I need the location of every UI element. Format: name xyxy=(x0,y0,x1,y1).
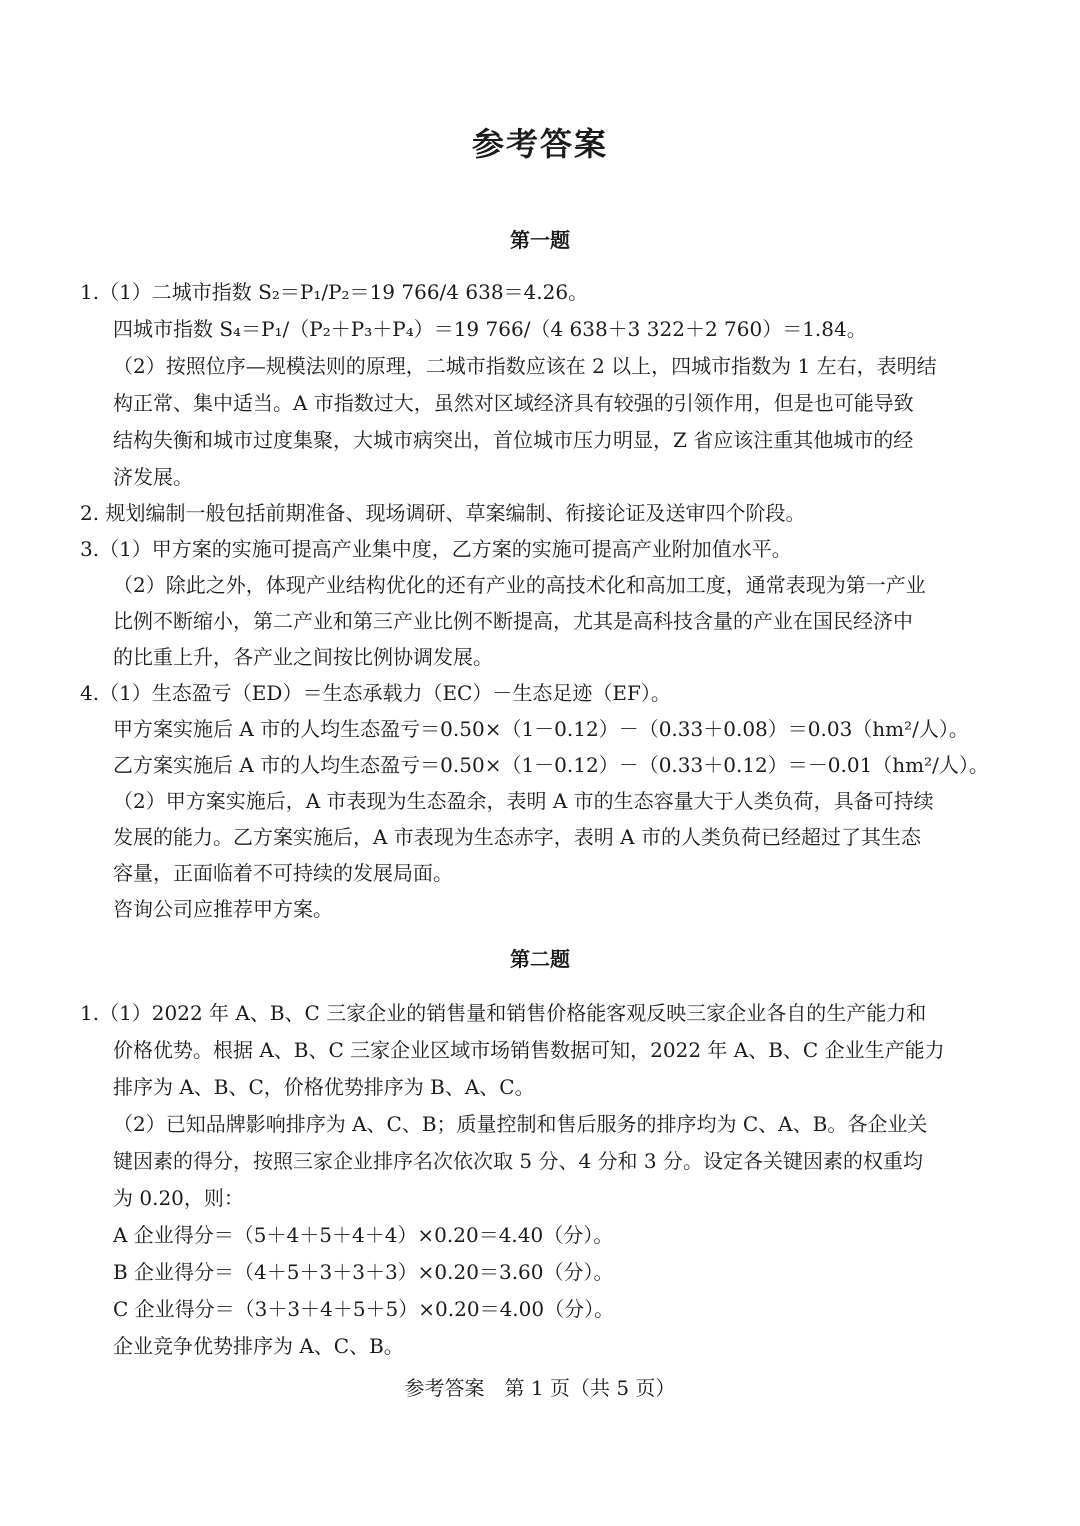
q4-1-plan-b-line: 乙方案实施后 A 市的人均生态盈亏＝0.50×（1－0.12）－（0.33＋0.12）＝－0.01（hm²/人）。 xyxy=(113,753,989,777)
s2-q1-1-line-3: 排序为 A、B、C，价格优势排序为 B、A、C。 xyxy=(113,1075,535,1099)
q3-2-line-2: 比例不断缩小，第二产业和第三产业比例不断提高，尤其是高科技含量的产业在国民经济中 xyxy=(113,609,913,633)
s2-q1-1-line-1: 1.（1）2022 年 A、B、C 三家企业的销售量和销售价格能客观反映三家企业各自的生产能力和 xyxy=(80,1001,927,1025)
q1-1-formula-line: 四城市指数 S₄＝P₁/（P₂＋P₃＋P₄）＝19 766/（4 638＋3 322＋2 760）＝1.84。 xyxy=(113,317,867,341)
q4-1-plan-a-line: 甲方案实施后 A 市的人均生态盈亏＝0.50×（1－0.12）－（0.33＋0.08）＝0.03（hm²/人）。 xyxy=(113,717,969,741)
section-heading-1: 第一题 xyxy=(510,228,570,252)
q4-2-line-3: 容量，正面临着不可持续的发展局面。 xyxy=(113,861,453,885)
s2-ranking-line: 企业竞争优势排序为 A、C、B。 xyxy=(113,1334,404,1358)
s2-score-c-line: C 企业得分＝（3＋3＋4＋5＋5）×0.20＝4.00（分）。 xyxy=(113,1297,615,1321)
q4-recommendation-line: 咨询公司应推荐甲方案。 xyxy=(113,897,333,921)
q4-2-line-2: 发展的能力。乙方案实施后，A 市表现为生态赤字，表明 A 市的人类负荷已经超过了其生态 xyxy=(113,825,921,849)
s2-q1-2-line-1: （2）已知品牌影响排序为 A、C、B；质量控制和售后服务的排序均为 C、A、B。各企业关 xyxy=(113,1112,928,1136)
page-footer: 参考答案 第 1 页（共 5 页） xyxy=(404,1376,676,1400)
q1-2-line-4: 济发展。 xyxy=(113,465,193,489)
q2-line: 2. 规划编制一般包括前期准备、现场调研、草案编制、衔接论证及送审四个阶段。 xyxy=(80,501,806,525)
q1-2-line-2: 构正常、集中适当。A 市指数过大，虽然对区域经济具有较强的引领作用，但是也可能导致 xyxy=(113,391,914,415)
q1-1-line: 1.（1）二城市指数 S₂＝P₁/P₂＝19 766/4 638＝4.26。 xyxy=(80,280,589,304)
q3-1-line: 3.（1）甲方案的实施可提高产业集中度，乙方案的实施可提高产业附加值水平。 xyxy=(80,537,792,561)
q3-2-line-1: （2）除此之外，体现产业结构优化的还有产业的高技术化和高加工度，通常表现为第一产业 xyxy=(113,573,926,597)
q3-2-line-3: 的比重上升，各产业之间按比例协调发展。 xyxy=(113,645,493,669)
q1-2-line-3: 结构失衡和城市过度集聚，大城市病突出，首位城市压力明显，Z 省应该注重其他城市的经 xyxy=(113,428,914,452)
s2-q1-1-line-2: 价格优势。根据 A、B、C 三家企业区域市场销售数据可知，2022 年 A、B、C 企业生产能力 xyxy=(113,1038,945,1062)
s2-score-b-line: B 企业得分＝（4＋5＋3＋3＋3）×0.20＝3.60（分）。 xyxy=(113,1260,614,1284)
q4-1-line: 4.（1）生态盈亏（ED）＝生态承载力（EC）－生态足迹（EF）。 xyxy=(80,681,671,705)
s2-q1-2-line-3: 为 0.20，则： xyxy=(113,1186,244,1210)
section-heading-2: 第二题 xyxy=(510,947,570,971)
q1-2-line-1: （2）按照位序—规模法则的原理，二城市指数应该在 2 以上，四城市指数为 1 左右，表明结 xyxy=(113,354,937,378)
s2-q1-2-line-2: 键因素的得分，按照三家企业排序名次依次取 5 分、4 分和 3 分。设定各关键因素的权重均 xyxy=(113,1149,923,1173)
s2-score-a-line: A 企业得分＝（5＋4＋5＋4＋4）×0.20＝4.40（分）。 xyxy=(113,1223,614,1247)
q4-2-line-1: （2）甲方案实施后，A 市表现为生态盈余，表明 A 市的生态容量大于人类负荷，具备可持续 xyxy=(113,789,934,813)
page-title: 参考答案 xyxy=(471,125,608,163)
